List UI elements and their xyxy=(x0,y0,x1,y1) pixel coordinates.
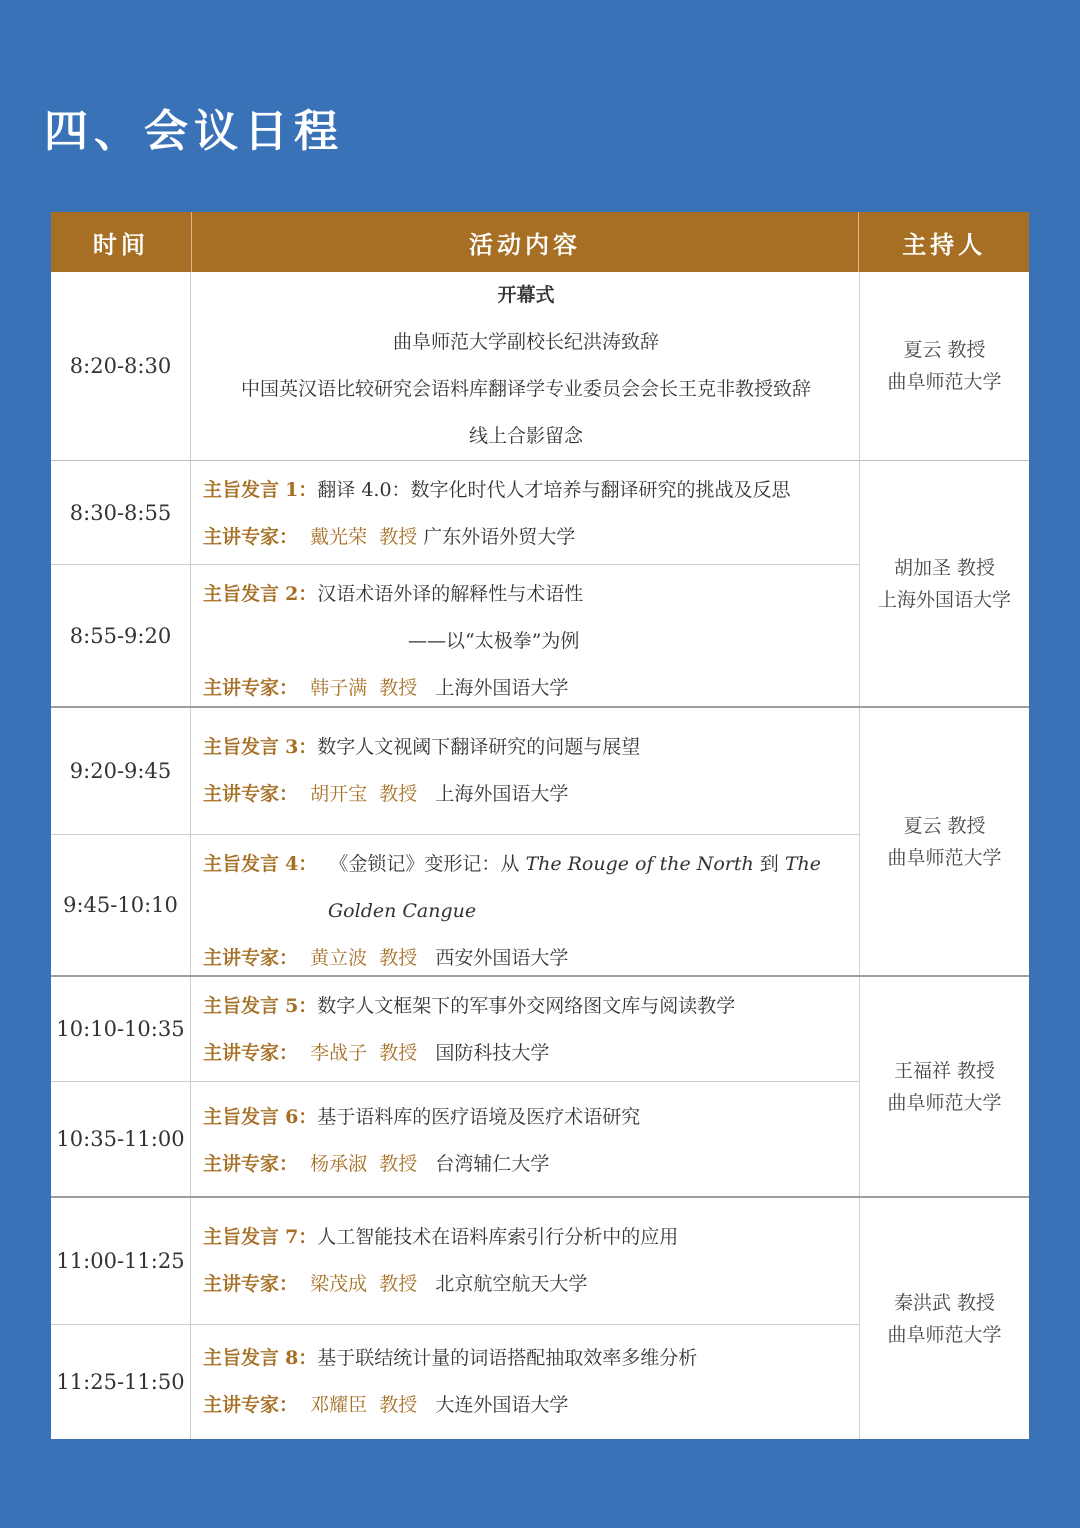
host-org: 曲阜师范大学 xyxy=(887,1323,1002,1346)
schedule-group-opening xyxy=(51,272,1029,460)
keynote-label: 主旨发言 xyxy=(203,736,280,758)
talk-title: 翻译 4.0：数字化时代人才培养与翻译研究的挑战及反思 xyxy=(317,479,791,501)
keynote-number: 7： xyxy=(285,1226,318,1248)
host-name: 夏云 教授 xyxy=(903,339,986,361)
speaker-name: 杨承淑 xyxy=(310,1153,368,1175)
speaker-name: 李战子 xyxy=(310,1042,368,1064)
keynote-number: 3： xyxy=(285,736,318,758)
host-name: 夏云 教授 xyxy=(903,814,986,837)
activity-cell xyxy=(191,565,859,706)
speaker-org: 台湾辅仁大学 xyxy=(435,1153,550,1175)
keynote-label: 主旨发言 xyxy=(203,995,280,1017)
talk-title: 数字人文视阈下翻译研究的问题与展望 xyxy=(317,736,641,758)
speaker-org: 上海外国语大学 xyxy=(435,783,569,805)
time-cell: 8:30-8:55 xyxy=(51,461,191,564)
talk-title: 汉语术语外译的解释性与术语性 xyxy=(317,583,584,605)
speaker-name: 邓耀臣 xyxy=(310,1394,368,1416)
speaker-name: 胡开宝 xyxy=(310,783,368,805)
talk-subtitle: ——以“太极拳”为例 xyxy=(408,630,580,652)
keynote-number: 2： xyxy=(285,583,318,605)
talk-title: 数字人文框架下的军事外交网络图文库与阅读教学 xyxy=(317,995,736,1017)
time-cell: 10:35-11:00 xyxy=(51,1082,191,1196)
opening-title: 开幕式 xyxy=(497,284,555,306)
talk-title-english: Golden Cangue xyxy=(328,900,477,922)
activity-cell xyxy=(191,1198,859,1324)
speaker-name: 韩子满 xyxy=(310,677,368,699)
keynote-label: 主旨发言 xyxy=(203,479,280,501)
host-org: 上海外国语大学 xyxy=(877,588,1011,611)
speaker-org: 广东外语外贸大学 xyxy=(423,526,576,548)
table-row xyxy=(51,1081,859,1196)
activity-cell xyxy=(191,835,859,975)
host-org: 曲阜师范大学 xyxy=(887,371,1002,393)
host-cell xyxy=(859,1198,1029,1439)
talk-title: 《金锁记》变形记：从 xyxy=(329,853,526,875)
speaker-rank: 教授 xyxy=(379,1273,418,1295)
time-cell: 10:10-10:35 xyxy=(51,977,191,1081)
speaker-rank: 教授 xyxy=(379,1153,418,1175)
keynote-label: 主旨发言 xyxy=(203,853,280,875)
speaker-org: 国防科技大学 xyxy=(435,1042,550,1064)
talk-title: 到 xyxy=(753,853,785,875)
speaker-rank: 教授 xyxy=(379,1394,418,1416)
talk-title: 基于语料库的医疗语境及医疗术语研究 xyxy=(317,1106,641,1128)
speaker-label: 主讲专家： xyxy=(203,1273,299,1295)
talk-title-english: The xyxy=(784,853,821,875)
time-cell: 9:45-10:10 xyxy=(51,835,191,975)
activity-cell xyxy=(191,1082,859,1196)
speaker-label: 主讲专家： xyxy=(203,783,299,805)
speaker-rank: 教授 xyxy=(379,677,418,699)
speaker-name: 梁茂成 xyxy=(310,1273,368,1295)
speaker-label: 主讲专家： xyxy=(203,947,299,969)
activity-cell xyxy=(191,708,859,834)
talk-title-english: The Rouge of the North xyxy=(525,853,754,875)
speaker-org: 西安外国语大学 xyxy=(435,947,569,969)
table-row xyxy=(51,1198,859,1324)
speaker-label: 主讲专家： xyxy=(203,1153,299,1175)
table-row xyxy=(51,564,859,706)
table-row xyxy=(51,834,859,975)
activity-cell xyxy=(191,1325,859,1439)
speaker-name: 黄立波 xyxy=(310,947,368,969)
speaker-rank: 教授 xyxy=(379,1042,418,1064)
table-row xyxy=(51,272,859,460)
speaker-label: 主讲专家： xyxy=(203,1042,299,1064)
keynote-number: 4： xyxy=(285,853,318,875)
opening-line: 线上合影留念 xyxy=(468,425,583,447)
speaker-org: 上海外国语大学 xyxy=(435,677,569,699)
schedule-group xyxy=(51,706,1029,975)
time-cell: 8:55-9:20 xyxy=(51,565,191,706)
table-row xyxy=(51,1324,859,1439)
host-org: 曲阜师范大学 xyxy=(887,846,1002,869)
speaker-org: 北京航空航天大学 xyxy=(435,1273,588,1295)
host-cell xyxy=(859,461,1029,706)
talk-title: 基于联结统计量的词语搭配抽取效率多维分析 xyxy=(317,1347,698,1369)
keynote-number: 1： xyxy=(285,479,318,501)
schedule-group xyxy=(51,460,1029,706)
header-activity: 活动内容 xyxy=(191,212,859,272)
speaker-rank: 教授 xyxy=(379,783,418,805)
host-cell xyxy=(859,708,1029,975)
keynote-number: 8： xyxy=(285,1347,318,1369)
schedule-group xyxy=(51,975,1029,1196)
time-cell: 9:20-9:45 xyxy=(51,708,191,834)
speaker-label: 主讲专家： xyxy=(203,526,299,548)
header-host: 主持人 xyxy=(858,212,1029,272)
host-cell xyxy=(859,977,1029,1196)
table-header xyxy=(51,212,1029,272)
speaker-rank: 教授 xyxy=(379,947,418,969)
speaker-rank: 教授 xyxy=(379,526,418,548)
time-cell: 11:00-11:25 xyxy=(51,1198,191,1324)
speaker-org: 大连外国语大学 xyxy=(435,1394,569,1416)
table-row xyxy=(51,708,859,834)
page-title: 四、会议日程 xyxy=(44,106,344,157)
host-cell xyxy=(859,272,1029,460)
speaker-label: 主讲专家： xyxy=(203,1394,299,1416)
host-name: 胡加圣 教授 xyxy=(893,556,996,579)
keynote-number: 5： xyxy=(285,995,318,1017)
keynote-label: 主旨发言 xyxy=(203,1106,280,1128)
host-org: 曲阜师范大学 xyxy=(887,1091,1002,1114)
table-row xyxy=(51,461,859,564)
header-time: 时间 xyxy=(92,230,149,259)
opening-line: 中国英汉语比较研究会语料库翻译学专业委员会会长王克非教授致辞 xyxy=(240,378,811,400)
host-name: 王福祥 教授 xyxy=(893,1059,996,1082)
opening-line: 曲阜师范大学副校长纪洪涛致辞 xyxy=(392,331,659,353)
table-row xyxy=(51,977,859,1081)
activity-cell xyxy=(191,272,859,460)
schedule-table xyxy=(51,212,1029,1439)
keynote-label: 主旨发言 xyxy=(203,1347,280,1369)
speaker-label: 主讲专家： xyxy=(203,677,299,699)
time-cell: 11:25-11:50 xyxy=(51,1325,191,1439)
speaker-name: 戴光荣 xyxy=(310,526,368,548)
schedule-group xyxy=(51,1196,1029,1439)
time-cell: 8:20-8:30 xyxy=(51,272,191,460)
keynote-label: 主旨发言 xyxy=(203,583,280,605)
keynote-number: 6： xyxy=(285,1106,318,1128)
activity-cell xyxy=(191,461,859,564)
talk-title: 人工智能技术在语料库索引行分析中的应用 xyxy=(317,1226,679,1248)
keynote-label: 主旨发言 xyxy=(203,1226,280,1248)
activity-cell xyxy=(191,977,859,1081)
host-name: 秦洪武 教授 xyxy=(893,1291,996,1314)
